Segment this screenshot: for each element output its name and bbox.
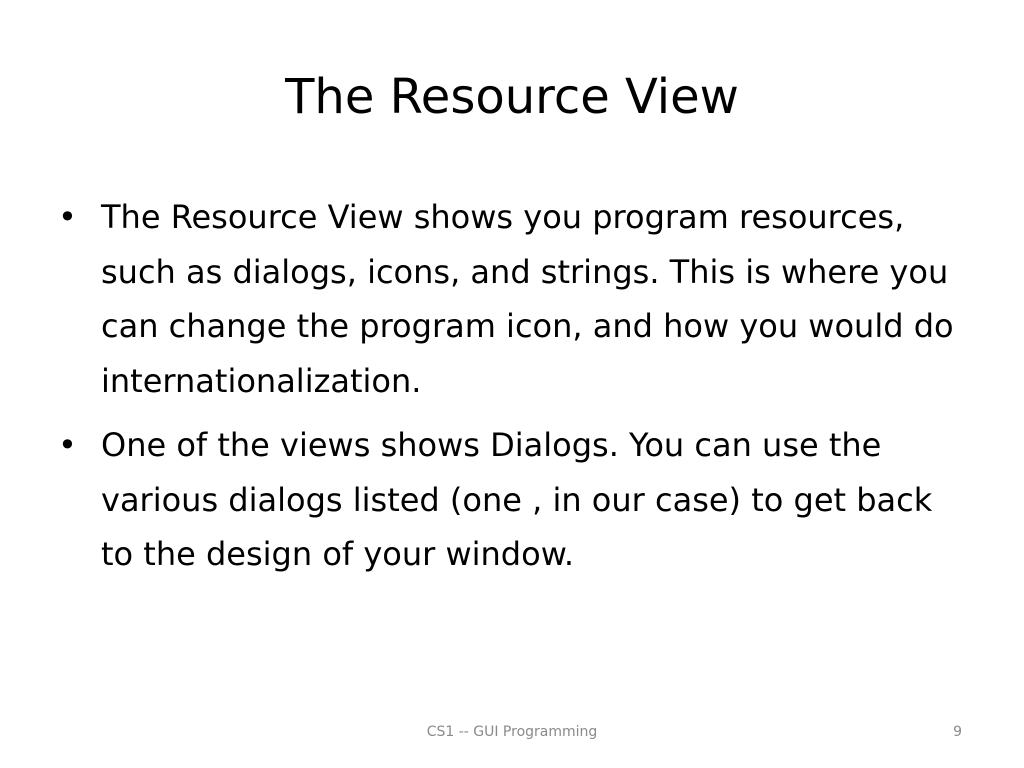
bullet-text: One of the views shows Dialogs. You can use the various dialogs listed (one , in our case) to get back to the design of your window.	[101, 426, 933, 573]
bullet-marker: •	[58, 426, 77, 464]
bullet-text: The Resource View shows you program resources, such as dialogs, icons, and strings. This is where you can change the program icon, and how you would do internationalization.	[101, 198, 954, 400]
bullet-list	[58, 190, 958, 592]
footer-page-number: 9	[953, 724, 962, 740]
bullet-item	[58, 418, 958, 582]
bullet-marker: •	[58, 198, 77, 236]
bullet-item	[58, 190, 958, 408]
footer-course-title: CS1 -- GUI Programming	[426, 724, 598, 740]
slide-title: The Resource View	[285, 69, 739, 125]
